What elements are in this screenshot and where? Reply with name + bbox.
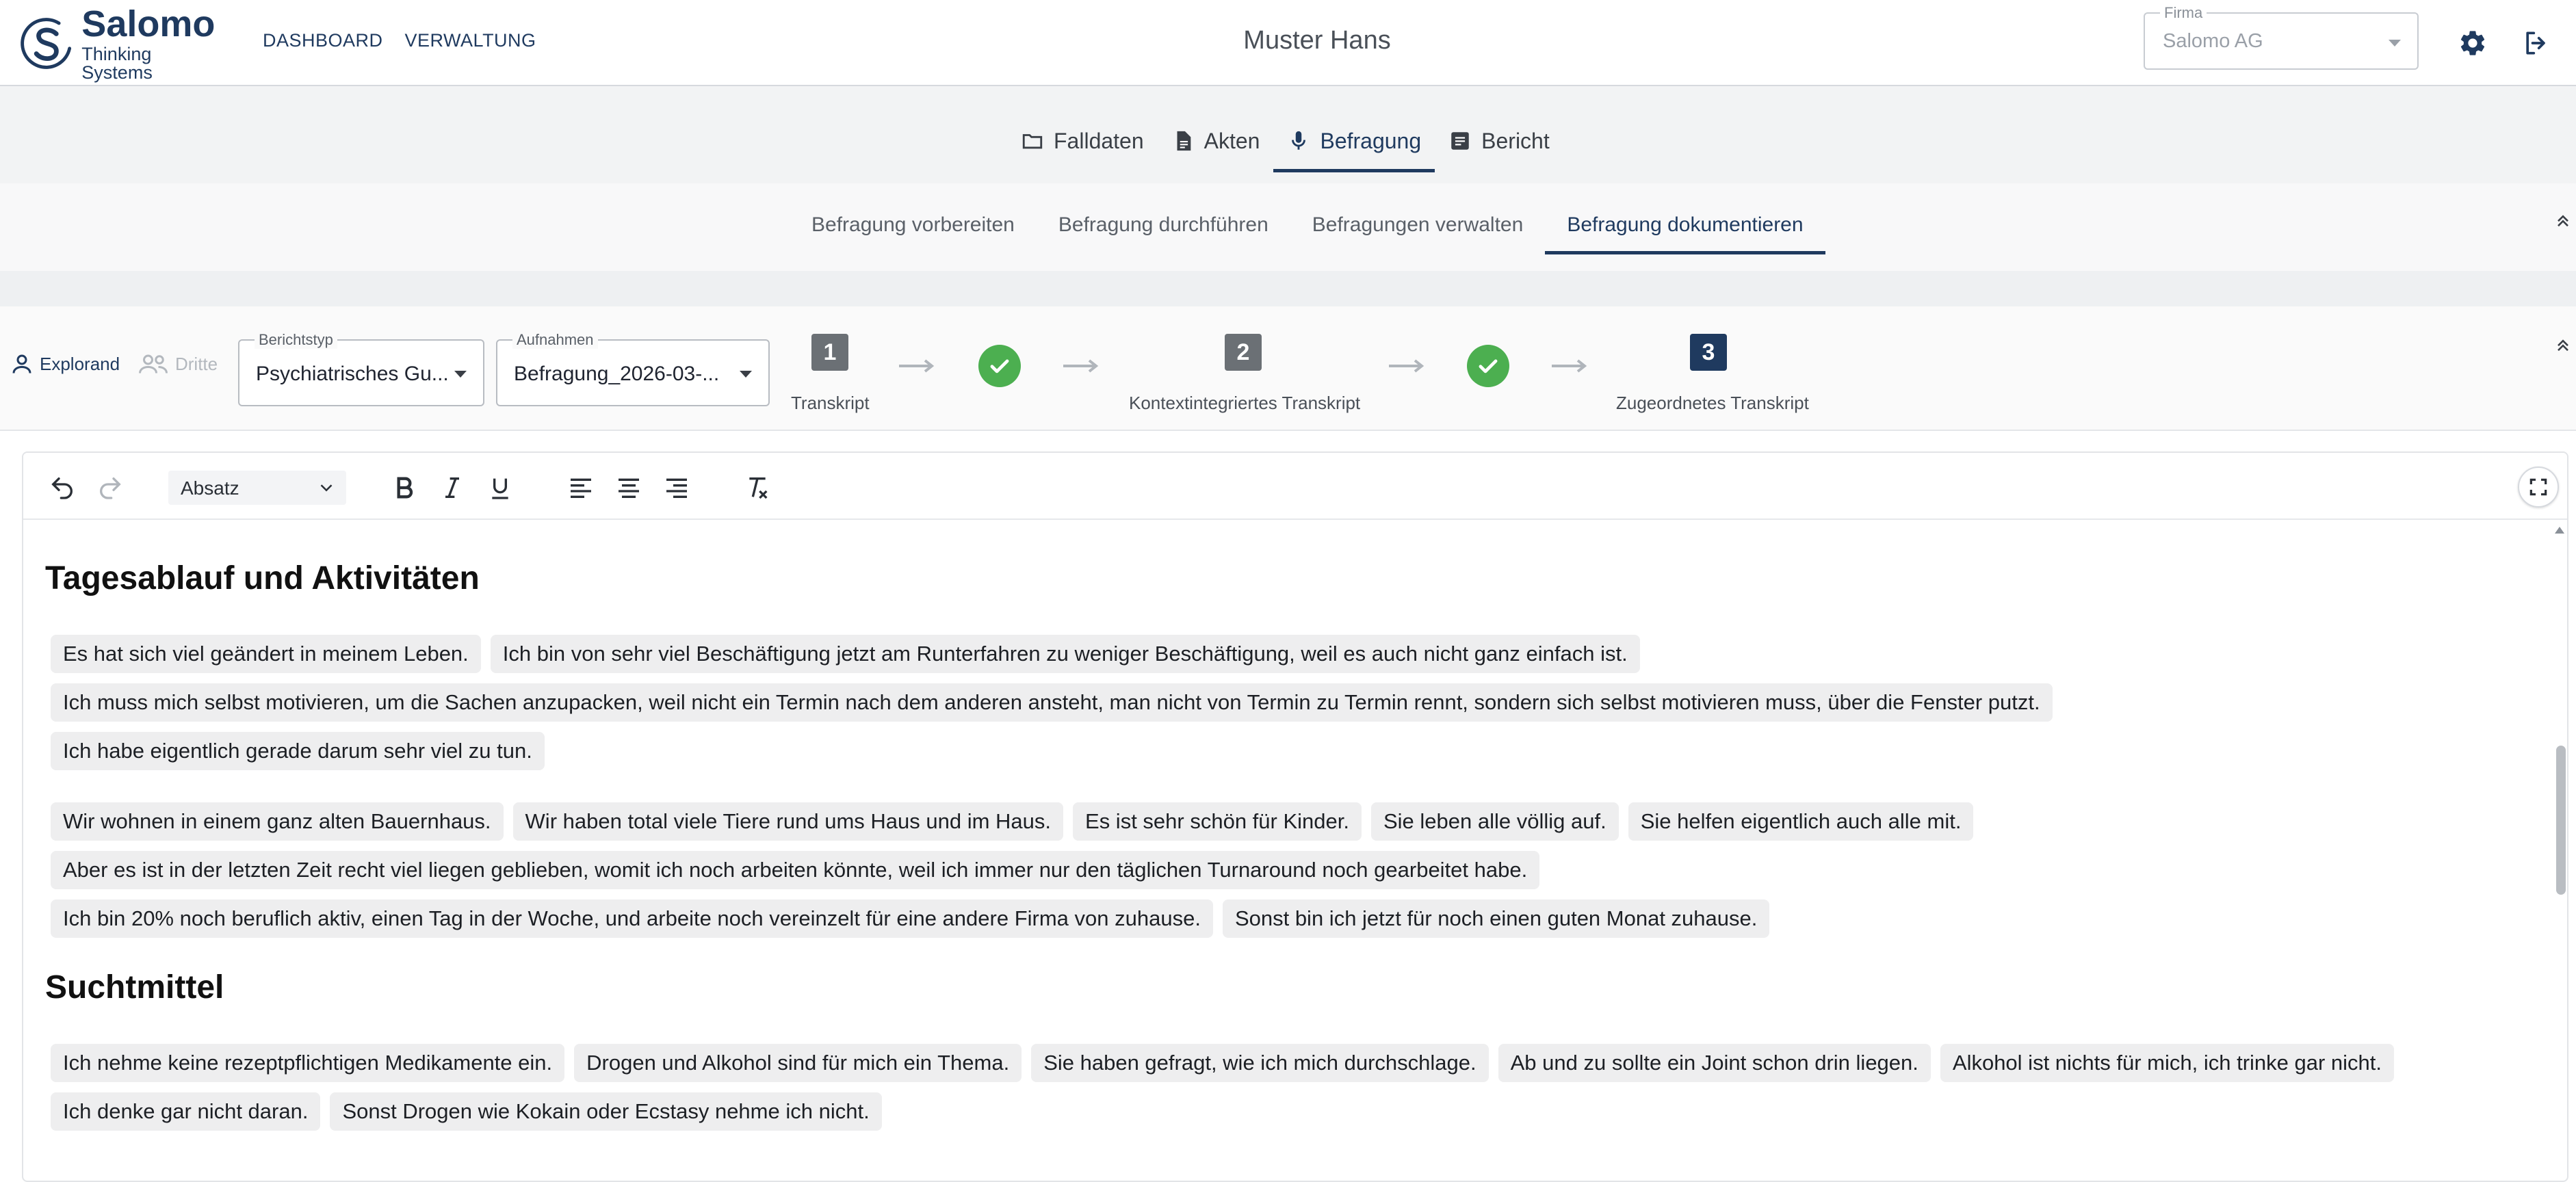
section-heading: Suchtmittel [45, 969, 224, 1006]
logo[interactable] [18, 3, 223, 83]
undo-button[interactable] [48, 473, 77, 502]
nav-verwaltung[interactable]: VERWALTUNG [404, 30, 536, 51]
chevron-down-icon [2389, 40, 2401, 47]
arrow-right-icon [1550, 356, 1589, 376]
firma-value: Salomo AG [2163, 30, 2263, 52]
editor-toolbar [23, 453, 2567, 520]
transcript-sentence[interactable]: Ich habe eigentlich gerade darum sehr viel zu tun. [51, 732, 545, 770]
tab-label: Befragung [1320, 128, 1422, 153]
logout-button[interactable] [2519, 26, 2553, 60]
tab-befragung[interactable] [1273, 120, 1435, 161]
folder-icon [1021, 129, 1044, 153]
nav-dashboard[interactable]: DASHBOARD [263, 30, 383, 51]
redo-icon [96, 474, 124, 501]
tab-label: Bericht [1481, 128, 1550, 153]
step-3-label: Zugeordnetes Transkript [1616, 393, 1809, 413]
logo-mark-icon [18, 13, 77, 75]
subtab-dokumentieren[interactable]: Befragung dokumentieren [1545, 213, 1825, 254]
paragraph-style-select[interactable] [168, 471, 346, 505]
step-1-box[interactable]: 1 [811, 334, 848, 371]
paragraph-style-value: Absatz [181, 477, 239, 499]
chevron-down-icon [740, 371, 752, 378]
transcript-line [51, 635, 1640, 673]
italic-icon [439, 474, 466, 501]
aufnahmen-label: Aufnahmen [512, 331, 598, 349]
bold-button[interactable] [390, 473, 419, 502]
berichtstyp-label: Berichtstyp [255, 331, 337, 349]
transcript-sentence[interactable]: Wir wohnen in einem ganz alten Bauernhaus. [51, 802, 504, 841]
firma-select[interactable] [2144, 4, 2419, 70]
section-heading: Tagesablauf und Aktivitäten [45, 560, 480, 596]
tab-falldaten[interactable] [1007, 120, 1158, 161]
transcript-sentence[interactable]: Ich bin von sehr viel Beschäftigung jetzt am Runterfahren zu weniger Beschäftigung, weil es auch nicht ganz einfach ist. [491, 635, 1640, 673]
logo-subtitle: Thinking Systems [81, 44, 153, 83]
subtab-durchfuehren[interactable]: Befragung durchführen [1058, 213, 1269, 236]
editor-content[interactable] [23, 520, 2555, 1182]
collapse-up-icon[interactable] [2551, 332, 2575, 357]
subtab-verwalten[interactable]: Befragungen verwalten [1312, 213, 1524, 236]
clear-formatting-icon [744, 474, 771, 501]
section-separator [0, 271, 2576, 306]
transcript-sentence[interactable]: Ich muss mich selbst motivieren, um die Sachen anzupacken, weil nicht ein Termin nach dem anderen ansteht, man nicht von Termin zu Termin rennt, sondern sich selbst motivieren muss, über die Fenster putzt. [51, 683, 2053, 722]
rich-text-editor [22, 451, 2568, 1182]
transcript-sentence[interactable]: Sonst Drogen wie Kokain oder Ecstasy nehme ich nicht. [330, 1092, 881, 1131]
transcript-sentence[interactable]: Ich bin 20% noch beruflich aktiv, einen Tag in der Woche, und arbeite noch vereinzelt für eine andere Firma von zuhause. [51, 899, 1213, 938]
collapse-up-icon[interactable] [2551, 208, 2575, 233]
role-dritte[interactable] [137, 352, 218, 376]
fullscreen-icon [2527, 476, 2549, 498]
settings-button[interactable] [2456, 26, 2490, 60]
italic-button[interactable] [438, 473, 467, 502]
transcript-sentence[interactable]: Alkohol ist nichts für mich, ich trinke gar nicht. [1940, 1044, 2394, 1082]
arrow-right-icon [1388, 356, 1426, 376]
chevron-down-icon [316, 477, 337, 498]
document-icon [1171, 129, 1195, 153]
gear-icon [2458, 28, 2488, 58]
transcript-line [51, 732, 545, 770]
transcript-sentence[interactable]: Sie haben gefragt, wie ich mich durchschlage. [1031, 1044, 1488, 1082]
arrow-right-icon [1062, 356, 1100, 376]
align-left-icon [567, 474, 595, 501]
berichtstyp-value: Psychiatrisches Gu... [256, 363, 449, 385]
group-icon [137, 352, 170, 376]
bold-icon [391, 474, 418, 501]
clear-formatting-button[interactable] [743, 473, 772, 502]
tab-label: Akten [1204, 128, 1260, 153]
role-label: Dritte [175, 353, 218, 374]
app-bar [0, 0, 2576, 86]
role-label: Explorand [40, 353, 120, 374]
align-right-button[interactable] [662, 473, 691, 502]
sub-tabs [0, 183, 2576, 271]
person-icon [10, 352, 34, 376]
transcript-sentence[interactable]: Ich denke gar nicht daran. [51, 1092, 320, 1131]
transcript-sentence[interactable]: Drogen und Alkohol sind für mich ein Thema. [574, 1044, 1022, 1082]
check-circle-icon [978, 345, 1021, 387]
firma-label: Firma [2160, 4, 2207, 22]
berichtstyp-select[interactable] [238, 331, 484, 406]
step-2-label: Kontextintegriertes Transkript [1129, 393, 1361, 413]
tab-bericht[interactable] [1435, 120, 1563, 161]
aufnahmen-select[interactable] [496, 331, 770, 406]
role-explorand[interactable] [10, 352, 120, 376]
editor-scrollbar[interactable] [2553, 520, 2567, 1182]
workflow-bar [0, 306, 2576, 431]
arrow-right-icon [898, 356, 936, 376]
transcript-sentence[interactable]: Wir haben total viele Tiere rund ums Haus und im Haus. [513, 802, 1063, 841]
transcript-sentence[interactable]: Ab und zu sollte ein Joint schon drin liegen. [1498, 1044, 1931, 1082]
top-nav [263, 30, 536, 51]
redo-button[interactable] [96, 473, 125, 502]
step-1-label: Transkript [791, 393, 870, 413]
scroll-thumb[interactable] [2556, 746, 2566, 895]
transcript-sentence[interactable]: Aber es ist in der letzten Zeit recht viel liegen geblieben, womit ich noch arbeiten könnte, weil ich immer nur den täglichen Turnaround noch gearbeitet habe. [51, 851, 1539, 889]
aufnahmen-value: Befragung_2026-03-... [514, 363, 720, 385]
logout-icon [2521, 28, 2551, 58]
undo-icon [49, 474, 76, 501]
transcript-sentence[interactable]: Ich nehme keine rezeptpflichtigen Medikamente ein. [51, 1044, 564, 1082]
align-center-button[interactable] [614, 473, 643, 502]
transcript-line [51, 851, 1539, 889]
transcript-sentence[interactable]: Sie leben alle völlig auf. [1371, 802, 1619, 841]
transcript-line [51, 899, 1769, 938]
transcript-sentence[interactable]: Sie helfen eigentlich auch alle mit. [1628, 802, 1974, 841]
align-left-button[interactable] [567, 473, 595, 502]
transcript-line [51, 1044, 2394, 1082]
scroll-up-arrow-icon[interactable] [2555, 527, 2564, 534]
transcript-line [51, 802, 1973, 841]
microphone-icon [1287, 129, 1310, 153]
transcript-sentence[interactable]: Sonst bin ich jetzt für noch einen guten Monat zuhause. [1223, 899, 1769, 938]
underline-icon [486, 474, 514, 501]
user-name: Muster Hans [1243, 26, 1391, 55]
report-icon [1448, 129, 1472, 153]
main-tabs [0, 86, 2576, 183]
align-right-icon [663, 474, 690, 501]
transcript-sentence[interactable]: Es ist sehr schön für Kinder. [1073, 802, 1362, 841]
fullscreen-button[interactable] [2518, 467, 2559, 508]
underline-button[interactable] [486, 473, 515, 502]
transcript-sentence[interactable]: Es hat sich viel geändert in meinem Leben. [51, 635, 481, 673]
transcript-line [51, 683, 2053, 722]
align-center-icon [615, 474, 642, 501]
logo-name: Salomo [81, 3, 216, 44]
tab-label: Falldaten [1054, 128, 1144, 153]
transcript-line [51, 1092, 882, 1131]
check-circle-icon [1467, 345, 1509, 387]
tab-akten[interactable] [1158, 120, 1274, 161]
subtab-vorbereiten[interactable]: Befragung vorbereiten [811, 213, 1015, 236]
step-2-box[interactable]: 2 [1225, 334, 1262, 371]
chevron-down-icon [454, 371, 467, 378]
step-3-box[interactable]: 3 [1690, 334, 1727, 371]
